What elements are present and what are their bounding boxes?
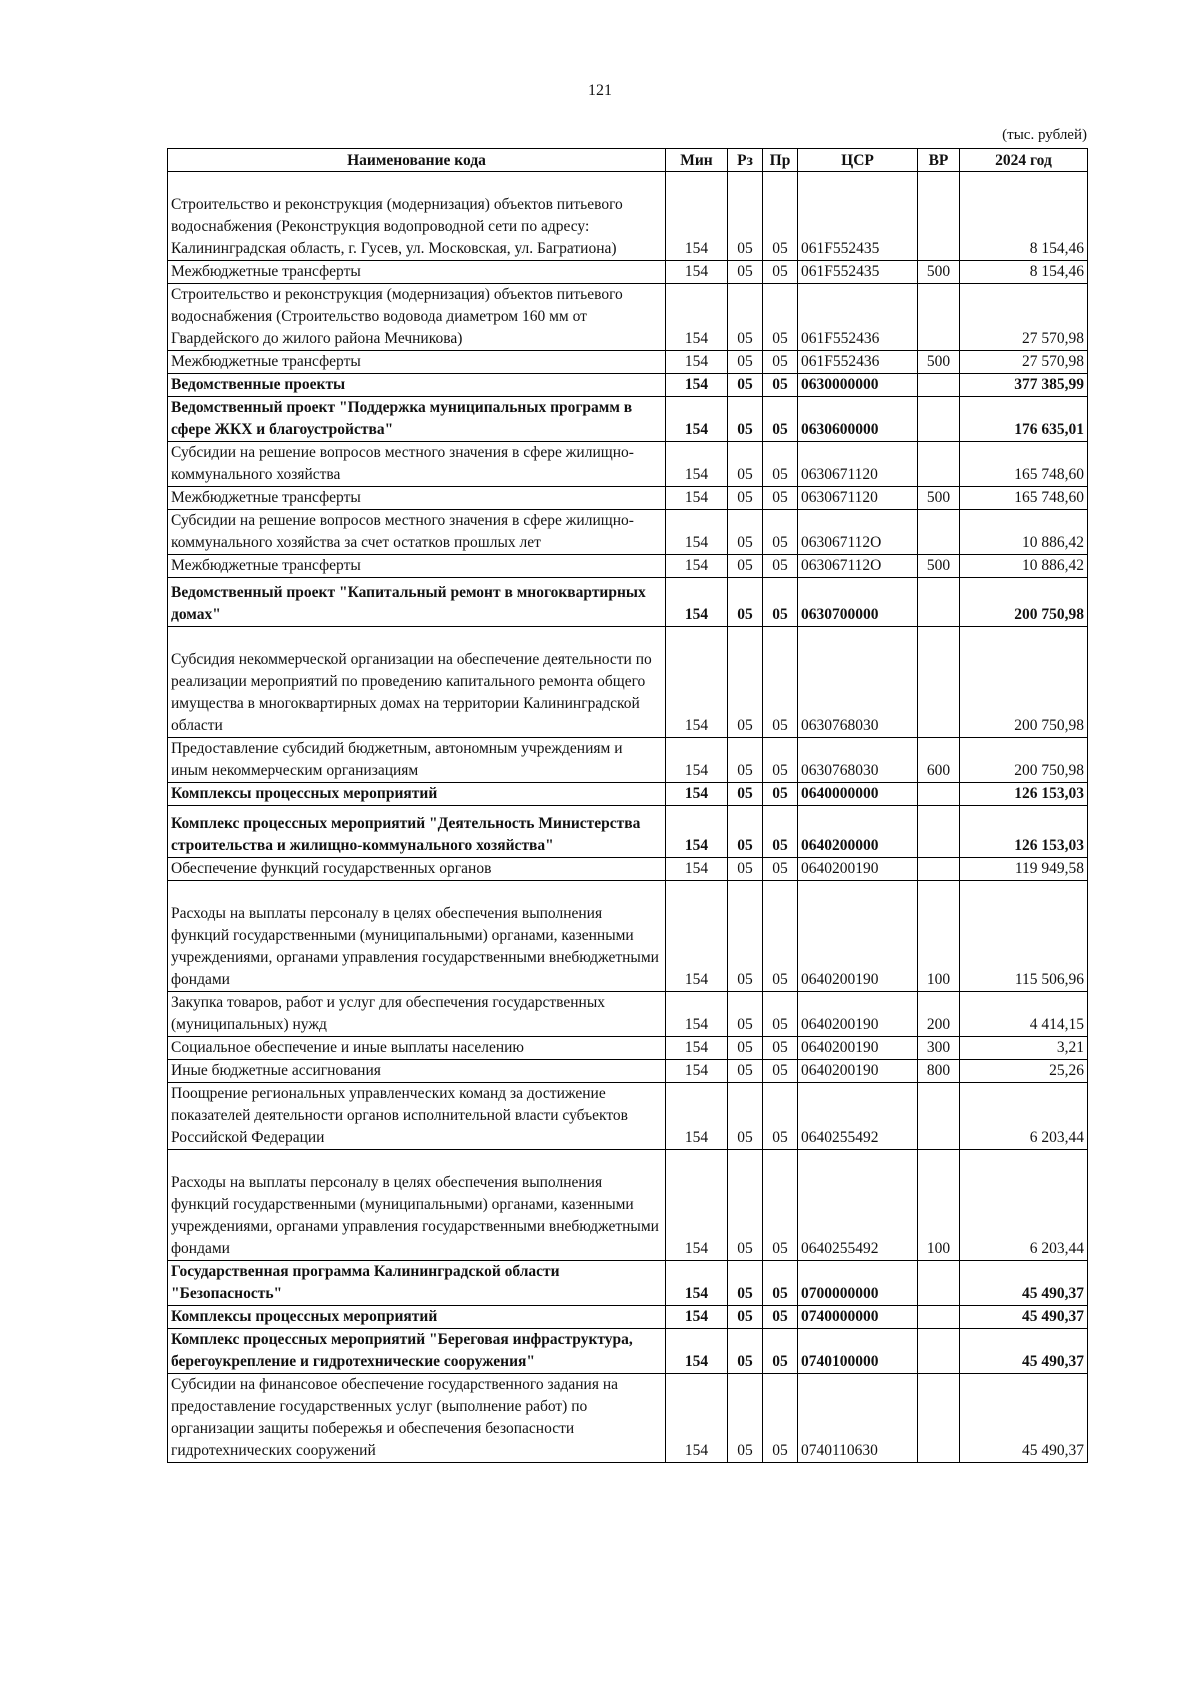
header-pr: Пр — [763, 149, 798, 172]
table-row — [168, 1328, 1088, 1373]
row-pr: 05 — [763, 783, 798, 806]
row-name: Комплексы процессных мероприятий — [168, 1305, 666, 1328]
row-rz: 05 — [728, 1149, 763, 1260]
row-sum: 10 886,42 — [960, 555, 1088, 578]
row-csr: 0740000000 — [798, 1305, 918, 1328]
row-name: Комплексы процессных мероприятий — [168, 783, 666, 806]
row-rz: 05 — [728, 738, 763, 783]
row-csr: 061F552436 — [798, 351, 918, 374]
row-vr: 100 — [918, 1149, 960, 1260]
row-name: Межбюджетные трансферты — [168, 261, 666, 284]
row-csr: 0630600000 — [798, 397, 918, 442]
row-csr: 0640200190 — [798, 1059, 918, 1082]
row-rz: 05 — [728, 806, 763, 858]
row-pr: 05 — [763, 510, 798, 555]
table-row — [168, 351, 1088, 374]
row-sum: 115 506,96 — [960, 880, 1088, 991]
row-pr: 05 — [763, 991, 798, 1036]
row-name: Закупка товаров, работ и услуг для обеспечения государственных (муниципальных) нужд — [168, 991, 666, 1036]
row-sum: 176 635,01 — [960, 397, 1088, 442]
row-vr: 500 — [918, 261, 960, 284]
row-pr: 05 — [763, 1305, 798, 1328]
row-name: Строительство и реконструкция (модернизация) объектов питьевого водоснабжения (Строительство водовода диаметром 160 мм от Гвардейского до жилого района Мечникова) — [168, 284, 666, 351]
row-name: Межбюджетные трансферты — [168, 555, 666, 578]
row-csr: 0630768030 — [798, 627, 918, 738]
row-vr — [918, 578, 960, 627]
row-rz: 05 — [728, 880, 763, 991]
row-vr — [918, 284, 960, 351]
row-csr: 061F552435 — [798, 261, 918, 284]
header-csr: ЦСР — [798, 149, 918, 172]
table-row — [168, 442, 1088, 487]
row-name: Субсидии на решение вопросов местного значения в сфере жилищно-коммунального хозяйства — [168, 442, 666, 487]
row-pr: 05 — [763, 261, 798, 284]
table-header — [168, 149, 1088, 172]
row-pr: 05 — [763, 1082, 798, 1149]
row-csr: 0640200190 — [798, 991, 918, 1036]
row-vr — [918, 397, 960, 442]
row-sum: 126 153,03 — [960, 806, 1088, 858]
row-min: 154 — [666, 578, 728, 627]
row-csr: 0640200190 — [798, 880, 918, 991]
row-pr: 05 — [763, 1149, 798, 1260]
row-pr: 05 — [763, 857, 798, 880]
row-sum: 200 750,98 — [960, 627, 1088, 738]
table-row — [168, 261, 1088, 284]
row-name: Ведомственные проекты — [168, 374, 666, 397]
row-min: 154 — [666, 1260, 728, 1305]
row-sum: 200 750,98 — [960, 738, 1088, 783]
row-pr: 05 — [763, 397, 798, 442]
table-row — [168, 880, 1088, 991]
row-sum: 27 570,98 — [960, 284, 1088, 351]
row-sum: 4 414,15 — [960, 991, 1088, 1036]
row-rz: 05 — [728, 284, 763, 351]
row-vr — [918, 1305, 960, 1328]
row-min: 154 — [666, 991, 728, 1036]
row-min: 154 — [666, 1328, 728, 1373]
row-vr: 600 — [918, 738, 960, 783]
row-csr: 0740100000 — [798, 1328, 918, 1373]
row-name: Субсидии на финансовое обеспечение государственного задания на предоставление государственных услуг (выполнение работ) по организации защиты побережья и обеспечения безопасности гидротехнических сооружений — [168, 1373, 666, 1462]
table-row — [168, 1305, 1088, 1328]
budget-table — [167, 148, 1088, 1463]
row-sum: 45 490,37 — [960, 1260, 1088, 1305]
row-pr: 05 — [763, 1328, 798, 1373]
row-min: 154 — [666, 880, 728, 991]
row-min: 154 — [666, 172, 728, 261]
row-sum: 45 490,37 — [960, 1305, 1088, 1328]
row-min: 154 — [666, 783, 728, 806]
table-row — [168, 783, 1088, 806]
row-name: Социальное обеспечение и иные выплаты населению — [168, 1036, 666, 1059]
row-rz: 05 — [728, 857, 763, 880]
row-pr: 05 — [763, 374, 798, 397]
page-number: 121 — [588, 82, 612, 99]
row-sum: 165 748,60 — [960, 487, 1088, 510]
row-rz: 05 — [728, 1373, 763, 1462]
row-pr: 05 — [763, 1260, 798, 1305]
row-csr: 0630000000 — [798, 374, 918, 397]
row-vr — [918, 806, 960, 858]
row-name: Расходы на выплаты персоналу в целях обеспечения выполнения функций государственными (муниципальными) органами, казенными учреждениями, органами управления государственными внебюджетными фондами — [168, 1149, 666, 1260]
row-rz: 05 — [728, 627, 763, 738]
row-name: Обеспечение функций государственных органов — [168, 857, 666, 880]
row-vr — [918, 374, 960, 397]
row-vr — [918, 442, 960, 487]
row-sum: 45 490,37 — [960, 1373, 1088, 1462]
row-name: Субсидии на решение вопросов местного значения в сфере жилищно-коммунального хозяйства за счет остатков прошлых лет — [168, 510, 666, 555]
row-rz: 05 — [728, 1260, 763, 1305]
row-min: 154 — [666, 555, 728, 578]
units-label: (тыс. рублей) — [1002, 127, 1087, 143]
row-sum: 45 490,37 — [960, 1328, 1088, 1373]
row-vr: 100 — [918, 880, 960, 991]
row-rz: 05 — [728, 1059, 763, 1082]
row-sum: 10 886,42 — [960, 510, 1088, 555]
row-min: 154 — [666, 1082, 728, 1149]
row-rz: 05 — [728, 442, 763, 487]
row-pr: 05 — [763, 738, 798, 783]
row-rz: 05 — [728, 261, 763, 284]
row-csr: 0630671120 — [798, 487, 918, 510]
row-csr: 0740110630 — [798, 1373, 918, 1462]
row-name: Расходы на выплаты персоналу в целях обеспечения выполнения функций государственными (муниципальными) органами, казенными учреждениями, органами управления государственными внебюджетными фондами — [168, 880, 666, 991]
row-sum: 200 750,98 — [960, 578, 1088, 627]
row-sum: 8 154,46 — [960, 172, 1088, 261]
row-csr: 061F552436 — [798, 284, 918, 351]
row-min: 154 — [666, 261, 728, 284]
row-pr: 05 — [763, 627, 798, 738]
row-name: Межбюджетные трансферты — [168, 487, 666, 510]
row-csr: 0700000000 — [798, 1260, 918, 1305]
row-rz: 05 — [728, 1036, 763, 1059]
row-min: 154 — [666, 738, 728, 783]
row-min: 154 — [666, 1305, 728, 1328]
table-row — [168, 374, 1088, 397]
row-sum: 8 154,46 — [960, 261, 1088, 284]
row-rz: 05 — [728, 487, 763, 510]
row-pr: 05 — [763, 1059, 798, 1082]
row-vr — [918, 1082, 960, 1149]
row-pr: 05 — [763, 806, 798, 858]
row-vr — [918, 1260, 960, 1305]
row-pr: 05 — [763, 351, 798, 374]
table-row — [168, 578, 1088, 627]
row-name: Комплекс процессных мероприятий "Деятельность Министерства строительства и жилищно-коммунального хозяйства" — [168, 806, 666, 858]
row-vr: 300 — [918, 1036, 960, 1059]
row-csr: 0630768030 — [798, 738, 918, 783]
row-rz: 05 — [728, 510, 763, 555]
table-row — [168, 806, 1088, 858]
row-csr: 0630700000 — [798, 578, 918, 627]
row-sum: 25,26 — [960, 1059, 1088, 1082]
row-rz: 05 — [728, 578, 763, 627]
row-csr: 0640000000 — [798, 783, 918, 806]
row-sum: 126 153,03 — [960, 783, 1088, 806]
row-vr — [918, 1373, 960, 1462]
row-min: 154 — [666, 510, 728, 555]
row-vr: 500 — [918, 487, 960, 510]
row-name: Государственная программа Калининградской области "Безопасность" — [168, 1260, 666, 1305]
row-rz: 05 — [728, 1328, 763, 1373]
row-vr — [918, 857, 960, 880]
header-vr: ВР — [918, 149, 960, 172]
row-name: Субсидия некоммерческой организации на обеспечение деятельности по реализации мероприятий по проведению капитального ремонта общего имущества в многоквартирных домах на территории Калининградской области — [168, 627, 666, 738]
row-min: 154 — [666, 1149, 728, 1260]
row-csr: 0630671120 — [798, 442, 918, 487]
row-min: 154 — [666, 1373, 728, 1462]
row-name: Поощрение региональных управленческих команд за достижение показателей деятельности органов исполнительной власти субъектов Российской Федерации — [168, 1082, 666, 1149]
row-rz: 05 — [728, 555, 763, 578]
table-row — [168, 857, 1088, 880]
row-name: Предоставление субсидий бюджетным, автономным учреждениям и иным некоммерческим организациям — [168, 738, 666, 783]
row-min: 154 — [666, 442, 728, 487]
row-pr: 05 — [763, 578, 798, 627]
row-rz: 05 — [728, 1082, 763, 1149]
row-csr: 0640255492 — [798, 1082, 918, 1149]
row-vr — [918, 1328, 960, 1373]
row-csr: 0640200000 — [798, 806, 918, 858]
row-csr: 0640200190 — [798, 1036, 918, 1059]
row-vr — [918, 783, 960, 806]
row-pr: 05 — [763, 880, 798, 991]
row-sum: 377 385,99 — [960, 374, 1088, 397]
header-sum: 2024 год — [960, 149, 1088, 172]
row-rz: 05 — [728, 991, 763, 1036]
header-name: Наименование кода — [168, 149, 666, 172]
table-body — [168, 172, 1088, 1463]
table-row — [168, 1036, 1088, 1059]
row-sum: 6 203,44 — [960, 1149, 1088, 1260]
row-sum: 119 949,58 — [960, 857, 1088, 880]
row-min: 154 — [666, 806, 728, 858]
row-name: Ведомственный проект "Капитальный ремонт в многоквартирных домах" — [168, 578, 666, 627]
row-csr: 061F552435 — [798, 172, 918, 261]
row-name: Комплекс процессных мероприятий "Береговая инфраструктура, берегоукрепление и гидротехнические сооружения" — [168, 1328, 666, 1373]
row-vr: 500 — [918, 555, 960, 578]
row-pr: 05 — [763, 284, 798, 351]
table-row — [168, 738, 1088, 783]
row-rz: 05 — [728, 374, 763, 397]
row-min: 154 — [666, 487, 728, 510]
row-sum: 165 748,60 — [960, 442, 1088, 487]
table-row — [168, 1260, 1088, 1305]
row-min: 154 — [666, 284, 728, 351]
row-rz: 05 — [728, 172, 763, 261]
row-min: 154 — [666, 857, 728, 880]
table-row — [168, 172, 1088, 261]
row-name: Строительство и реконструкция (модернизация) объектов питьевого водоснабжения (Реконструкция водопроводной сети по адресу: Калининградская область, г. Гусев, ул. Московская, ул. Багратиона) — [168, 172, 666, 261]
table-row — [168, 1059, 1088, 1082]
row-pr: 05 — [763, 487, 798, 510]
row-min: 154 — [666, 627, 728, 738]
row-sum: 6 203,44 — [960, 1082, 1088, 1149]
row-min: 154 — [666, 1036, 728, 1059]
row-pr: 05 — [763, 1036, 798, 1059]
table-row — [168, 487, 1088, 510]
table-row — [168, 991, 1088, 1036]
row-vr — [918, 627, 960, 738]
row-min: 154 — [666, 397, 728, 442]
table-row — [168, 555, 1088, 578]
header-rz: Рз — [728, 149, 763, 172]
row-csr: 0640200190 — [798, 857, 918, 880]
row-csr: 0640255492 — [798, 1149, 918, 1260]
row-sum: 3,21 — [960, 1036, 1088, 1059]
row-pr: 05 — [763, 442, 798, 487]
row-min: 154 — [666, 374, 728, 397]
row-csr: 063067112О — [798, 510, 918, 555]
row-sum: 27 570,98 — [960, 351, 1088, 374]
row-min: 154 — [666, 1059, 728, 1082]
row-name: Ведомственный проект "Поддержка муниципальных программ в сфере ЖКХ и благоустройства" — [168, 397, 666, 442]
header-min: Мин — [666, 149, 728, 172]
row-vr: 800 — [918, 1059, 960, 1082]
row-rz: 05 — [728, 351, 763, 374]
row-pr: 05 — [763, 172, 798, 261]
row-rz: 05 — [728, 1305, 763, 1328]
row-rz: 05 — [728, 783, 763, 806]
row-rz: 05 — [728, 397, 763, 442]
table-row — [168, 1082, 1088, 1149]
table-row — [168, 284, 1088, 351]
table-row — [168, 397, 1088, 442]
table-row — [168, 1373, 1088, 1462]
row-pr: 05 — [763, 555, 798, 578]
row-min: 154 — [666, 351, 728, 374]
row-name: Иные бюджетные ассигнования — [168, 1059, 666, 1082]
row-vr — [918, 172, 960, 261]
row-vr: 200 — [918, 991, 960, 1036]
row-csr: 063067112О — [798, 555, 918, 578]
row-name: Межбюджетные трансферты — [168, 351, 666, 374]
table-row — [168, 627, 1088, 738]
row-vr: 500 — [918, 351, 960, 374]
row-pr: 05 — [763, 1373, 798, 1462]
table-row — [168, 1149, 1088, 1260]
table-row — [168, 510, 1088, 555]
row-vr — [918, 510, 960, 555]
